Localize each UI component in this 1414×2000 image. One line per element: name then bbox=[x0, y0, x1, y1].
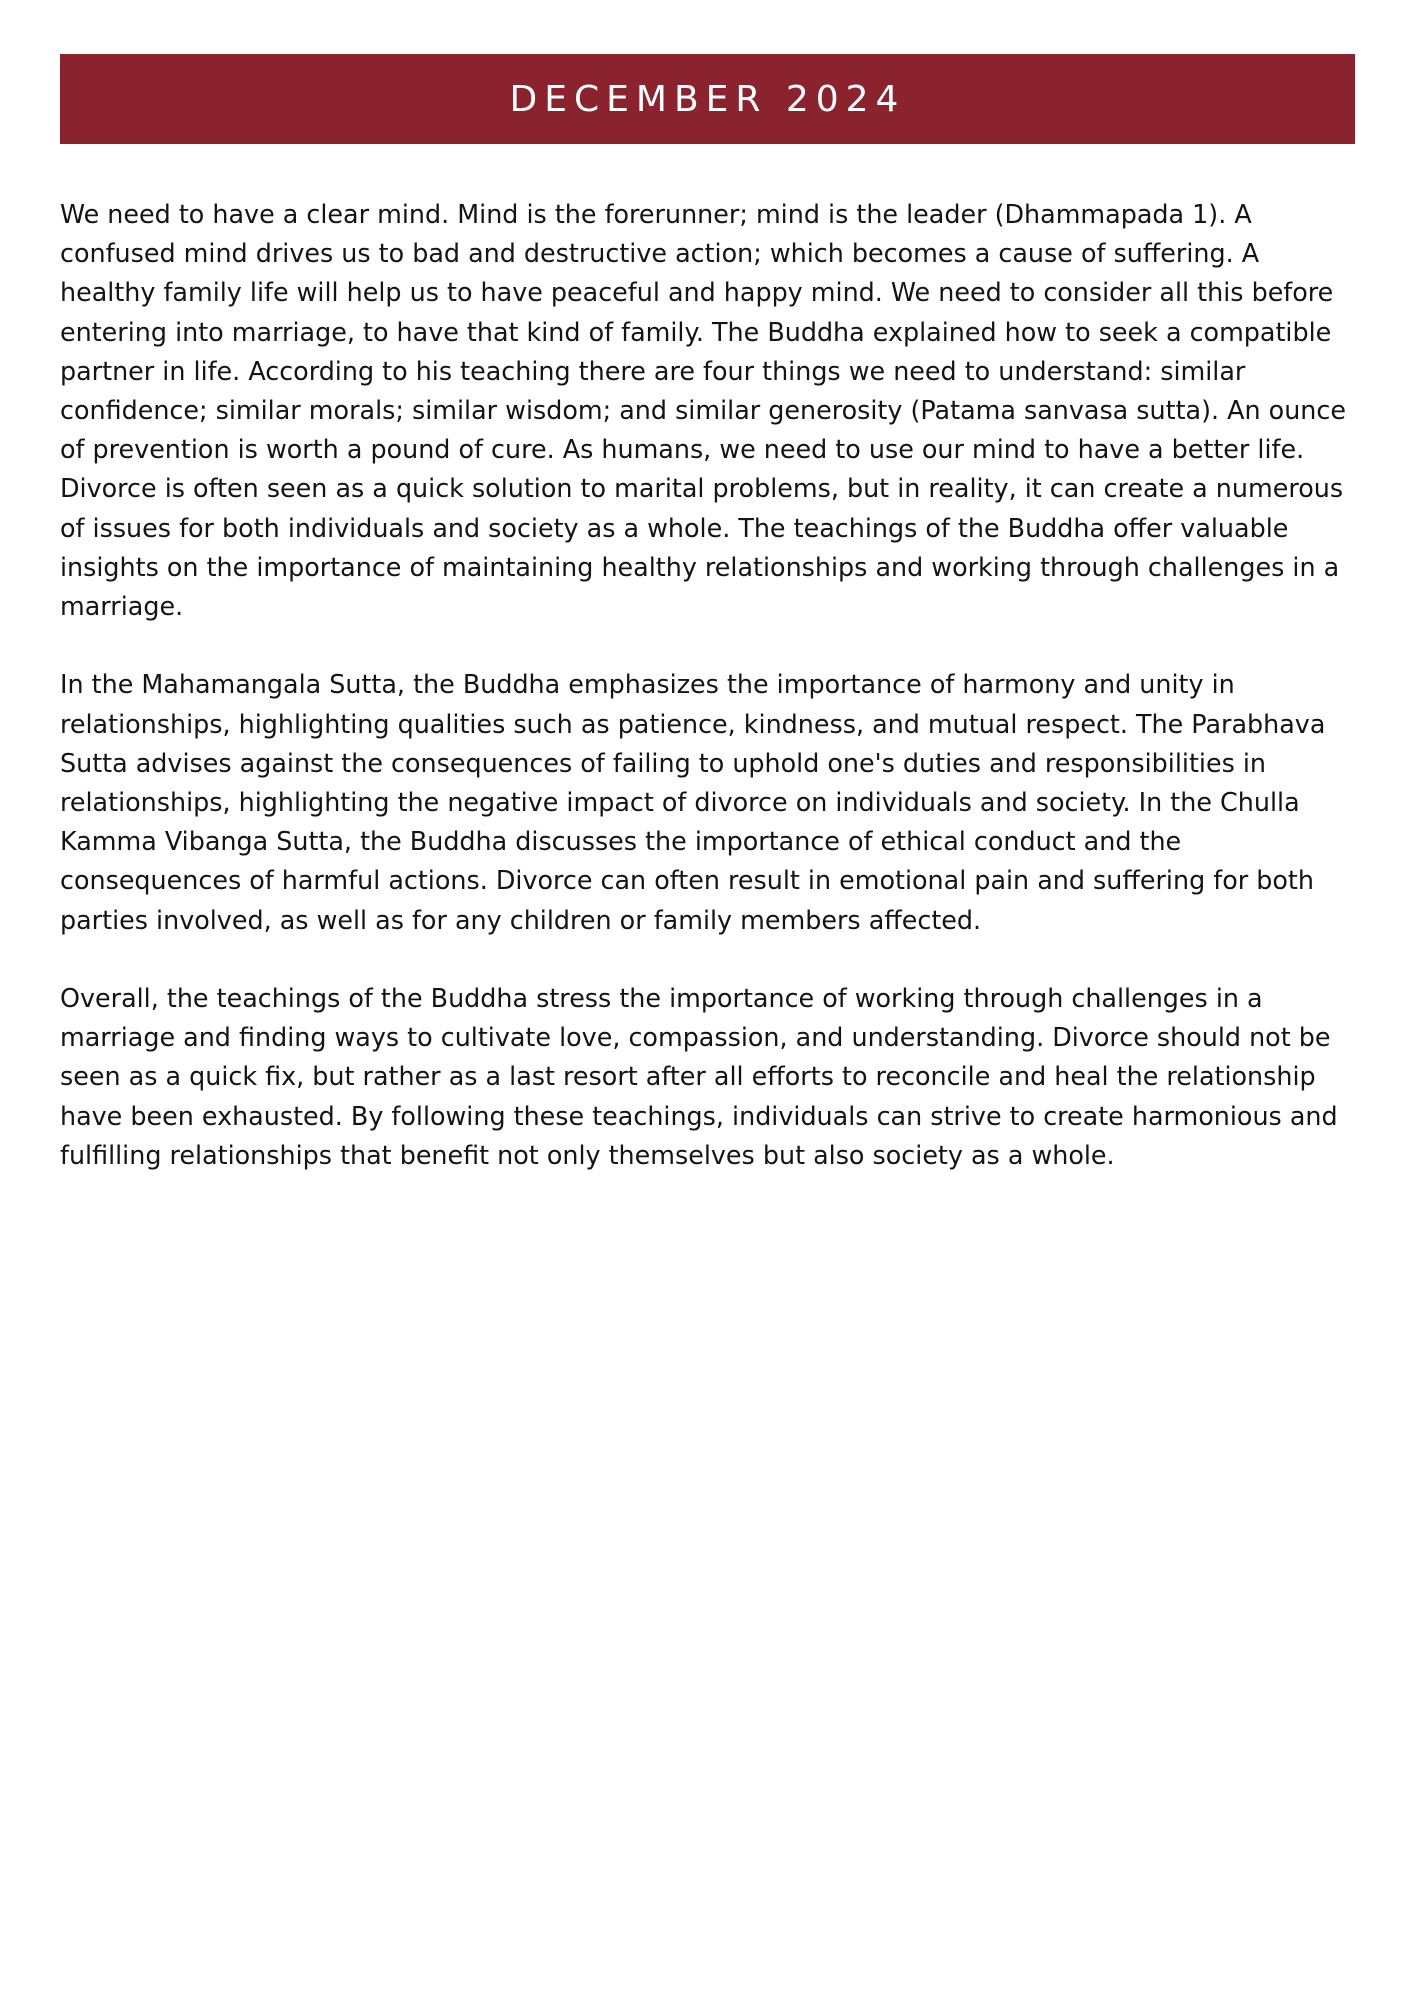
page-title: DECEMBER 2024 bbox=[509, 78, 906, 120]
paragraph-clear-mind: We need to have a clear mind. Mind is the forerunner; mind is the leader (Dhammapada 1). A confused mind drives us to bad and destructive action; which becomes a cause of suffering. A healthy family life will help us to have peaceful and happy mind. We need to consider all this before entering into marriage, to have that kind of family. The Buddha explained how to seek a compatible partner in life. According to his teaching there are four things we need to understand: similar confidence; similar morals; similar wisdom; and similar generosity (Patama sanvasa sutta). An ounce of prevention is worth a pound of cure. As humans, we need to use our mind to have a better life. Divorce is often seen as a quick solution to marital problems, but in reality, it can create a numerous of issues for both individuals and society as a whole. The teachings of the Buddha offer valuable insights on the importance of maintaining healthy relationships and working through challenges in a marriage. bbox=[60, 199, 1346, 622]
paragraph-mahamangala-sutta: In the Mahamangala Sutta, the Buddha emphasizes the importance of harmony and unity in relationships, highlighting qualities such as patience, kindness, and mutual respect. The Parabhava Sutta advises against the consequences of failing to uphold one's duties and responsibilities in relationships, highlighting the negative impact of divorce on individuals and society. In the Chulla Kamma Vibanga Sutta, the Buddha discusses the importance of ethical conduct and the consequences of harmful actions. Divorce can often result in emotional pain and suffering for both parties involved, as well as for any children or family members affected. bbox=[60, 669, 1326, 935]
header-banner bbox=[60, 54, 1355, 144]
article-body bbox=[60, 195, 1355, 1214]
paragraph-overall: Overall, the teachings of the Buddha stress the importance of working through challenges in a marriage and finding ways to cultivate love, compassion, and understanding. Divorce should not be seen as a quick fix, but rather as a last resort after all efforts to reconcile and heal the relationship have been exhausted. By following these teachings, individuals can strive to create harmonious and fulfilling relationships that benefit not only themselves but also society as a whole. bbox=[60, 983, 1338, 1170]
